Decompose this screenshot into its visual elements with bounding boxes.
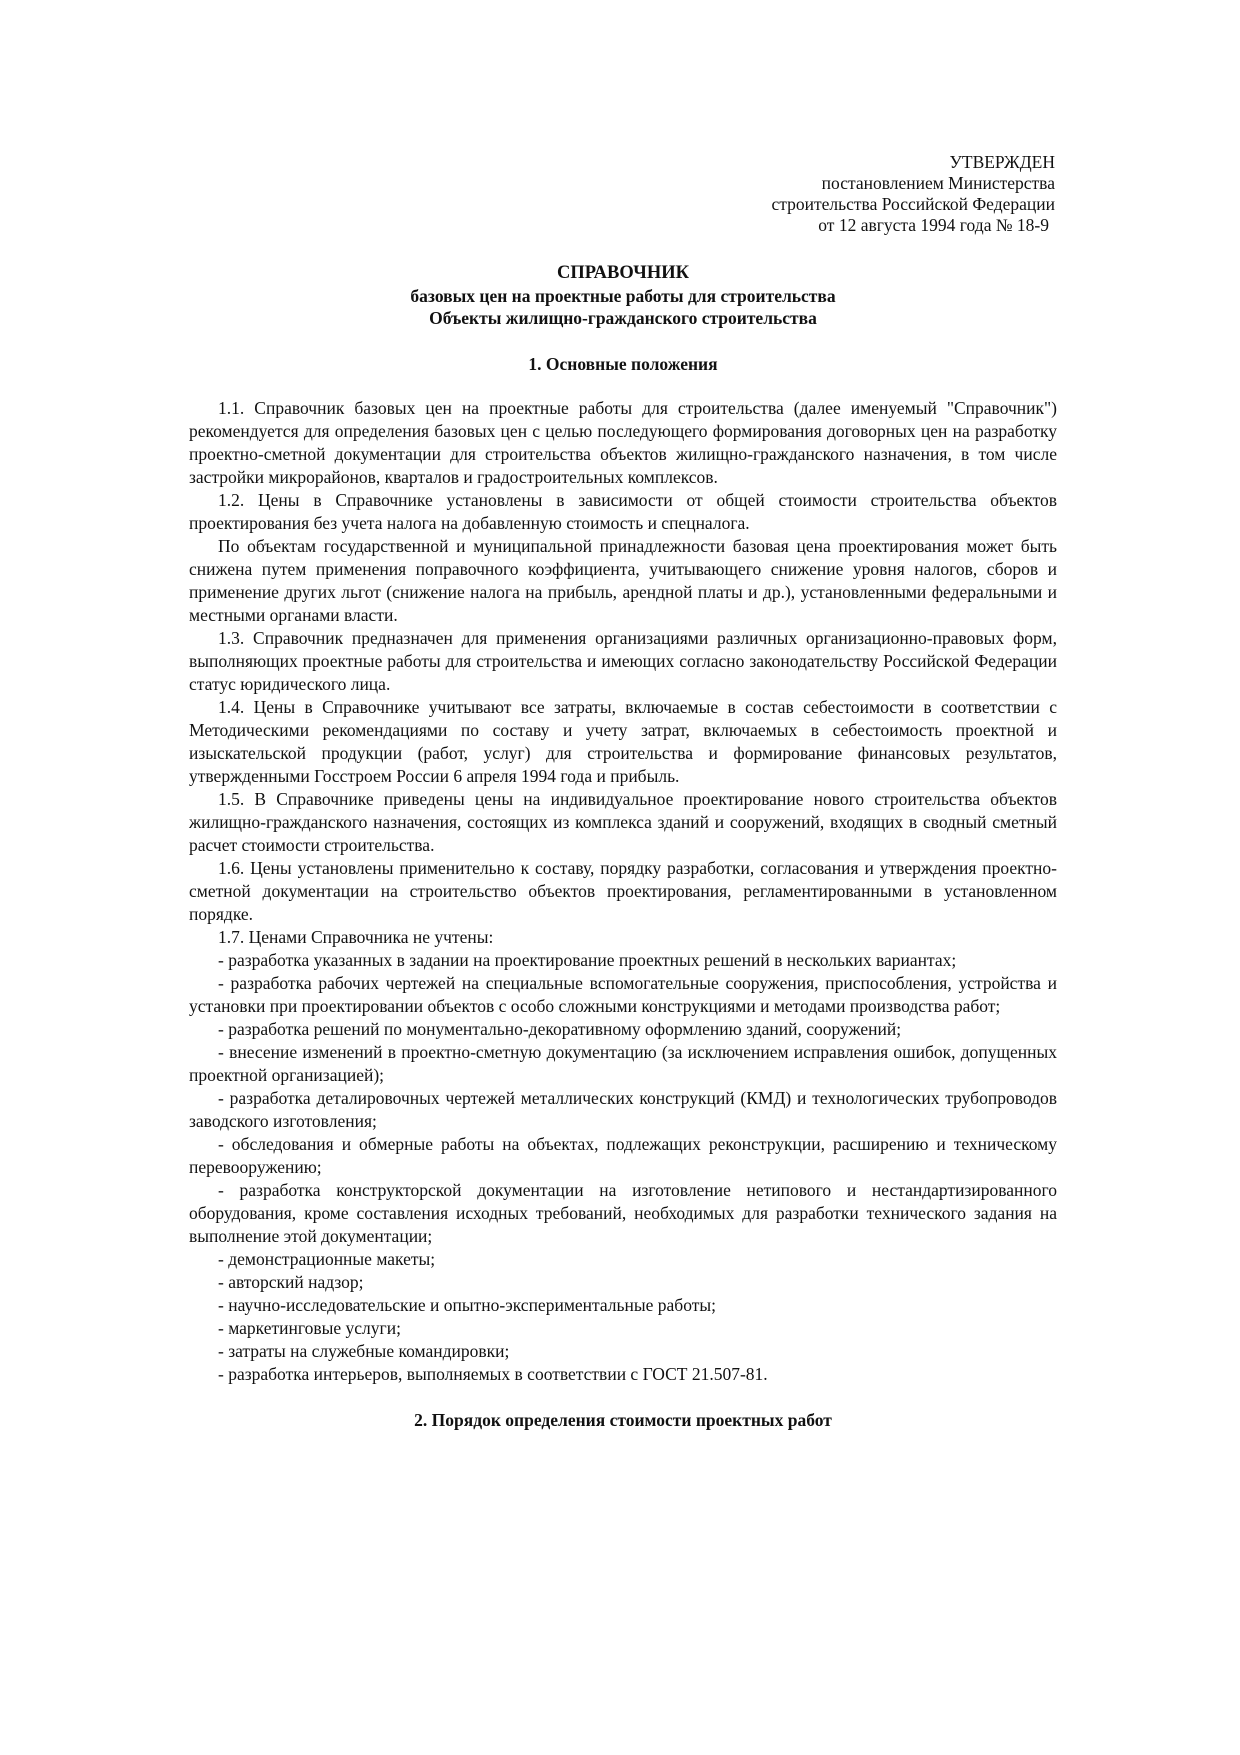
- paragraph: 1.6. Цены установлены применительно к составу, порядку разработки, согласования и утверждения проектно-сметной документации на строительство объектов проектирования, регламентированными в установленном порядке.: [189, 857, 1057, 924]
- paragraph: 1.4. Цены в Справочнике учитывают все затраты, включаемые в состав себестоимости в соответствии с Методическими рекомендациями по составу и учету затрат, включаемых в себестоимость проектной и изыскательской продукции (работ, услуг) для строительства и формирование финансовых результатов, утвержденными Госстроем России 6 апреля 1994 года и прибыль.: [189, 696, 1057, 786]
- list-item: - демонстрационные макеты;: [218, 1248, 436, 1269]
- document-title: [189, 262, 1057, 330]
- approval-stamp: [189, 152, 1057, 236]
- paragraph: 1.7. Ценами Справочника не учтены:: [218, 926, 494, 947]
- list-item: - затраты на служебные командировки;: [218, 1340, 510, 1361]
- list-item: - разработка рабочих чертежей на специальные вспомогательные сооружения, приспособления, устройства и установки при проектировании объектов с особо сложными конструкциями и методами производства работ;: [189, 972, 1057, 1016]
- list-item: - разработка решений по монументально-декоративному оформлению зданий, сооружений;: [218, 1018, 902, 1039]
- paragraph: 1.2. Цены в Справочнике установлены в зависимости от общей стоимости строительства объектов проектирования без учета налога на добавленную стоимость и спецналога.: [189, 489, 1057, 533]
- list-item: - авторский надзор;: [218, 1271, 364, 1292]
- list-item: - научно-исследовательские и опытно-экспериментальные работы;: [218, 1294, 716, 1315]
- list-item: - разработка интерьеров, выполняемых в соответствии с ГОСТ 21.507-81.: [218, 1363, 768, 1384]
- approval-line: строительства Российской Федерации: [771, 194, 1055, 214]
- list-item: - разработка указанных в задании на проектирование проектных решений в нескольких вариантах;: [218, 949, 957, 970]
- paragraph: 1.5. В Справочнике приведены цены на индивидуальное проектирование нового строительства объектов жилищно-гражданского назначения, состоящих из комплекса зданий и сооружений, входящих в сводный сметный расчет стоимости строительства.: [189, 788, 1057, 855]
- approval-line: от 12 августа 1994 года № 18-9: [818, 215, 1049, 235]
- approval-line: УТВЕРЖДЕН: [949, 152, 1055, 172]
- approval-line: постановлением Министерства: [821, 173, 1055, 193]
- list-item: - внесение изменений в проектно-сметную документацию (за исключением исправления ошибок, допущенных проектной организацией);: [189, 1041, 1057, 1085]
- title-main: СПРАВОЧНИК: [556, 263, 690, 283]
- paragraph: 1.3. Справочник предназначен для применения организациями различных организационно-правовых форм, выполняющих проектные работы для строительства и имеющих согласно законодательству Российской Федерации статус юридического лица.: [189, 627, 1057, 694]
- title-subtitle: базовых цен на проектные работы для строительства: [410, 285, 836, 306]
- section-body: [189, 397, 1057, 1386]
- list-item: - разработка конструкторской документации на изготовление нетипового и нестандартизированного оборудования, кроме составления исходных требований, необходимых для разработки технического задания на выполнение этой документации;: [189, 1179, 1057, 1246]
- document-page: [189, 152, 1057, 1431]
- list-item: - маркетинговые услуги;: [218, 1317, 401, 1338]
- list-item: - разработка деталировочных чертежей металлических конструкций (КМД) и технологических трубопроводов заводского изготовления;: [189, 1087, 1057, 1131]
- section-heading: 2. Порядок определения стоимости проектных работ: [414, 1409, 832, 1430]
- paragraph: 1.1. Справочник базовых цен на проектные работы для строительства (далее именуемый "Справочник") рекомендуется для определения базовых цен с целью последующего формирования договорных цен на разработку проектно-сметной документации для строительства объектов жилищно-гражданского назначения, в том числе застройки микрорайонов, кварталов и градостроительных комплексов.: [189, 397, 1057, 487]
- section-heading: 1. Основные положения: [528, 353, 718, 374]
- list-item: - обследования и обмерные работы на объектах, подлежащих реконструкции, расширению и техническому перевооружению;: [189, 1133, 1057, 1177]
- paragraph: По объектам государственной и муниципальной принадлежности базовая цена проектирования может быть снижена путем применения поправочного коэффициента, учитывающего снижение уровня налогов, сборов и применение других льгот (снижение налога на прибыль, арендной платы и др.), установленными федеральными и местными органами власти.: [189, 535, 1057, 625]
- title-subtitle: Объекты жилищно-гражданского строительства: [429, 308, 817, 328]
